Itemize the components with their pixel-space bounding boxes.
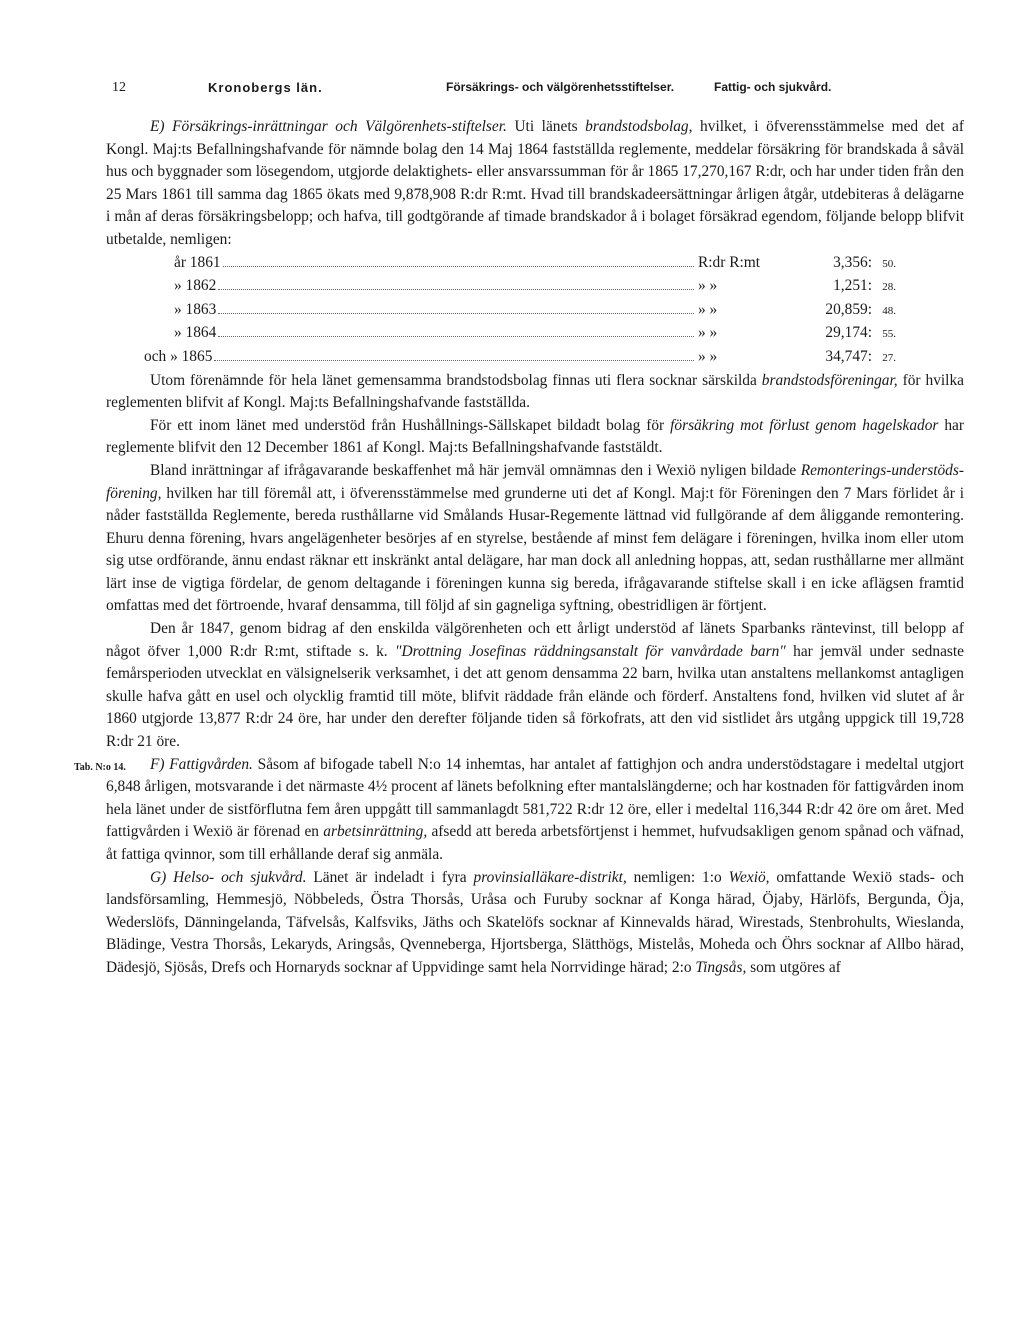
payment-unit: » »	[698, 277, 718, 295]
text-run: Uti länets	[506, 118, 586, 135]
section-f-paragraph	[74, 754, 965, 867]
section-e-paragraph-4	[106, 460, 964, 618]
text-run-italic: arbetsinrättning,	[323, 823, 428, 841]
payment-ore: 50.	[882, 257, 896, 270]
text-run-italic: "Drottning Josefinas räddningsanstalt för vanvårdade barn"	[395, 642, 786, 660]
text-run-italic: provinsialläkare-distrikt,	[473, 868, 627, 886]
section-e-paragraph-1	[106, 116, 964, 252]
payment-ore: 28.	[882, 281, 896, 294]
text-run: hvilken har till föremål att, i öfverensstämmelse med grunderne uti det af Kongl. Maj:t för Föreningen den 7 Mars förlidet år i nåder fastställda Reglemente, bereda rusthållarne vid Smålands Husar-Regemente lättnad vid fullgörande af dem åliggande remontering. Ehuru denna förening, hvars angelägenheter besörjes af en styrelse, bestående af minst fem delägare i föreningen, hvilka inom eller utom sig utse ordförande, ännu endast räknar ett inskränkt antal delägare, har man dock all anledning hoppas, att, sedan rusthållarne mer allmänt lärt inse de vigtiga fördelar, de genom deltagande i föreningen kunna sig bereda, ifrågavarande stiftelse skall i en icke aflägsen framtid omfattas med det förtroende, hvaraf densamma, till följd af sin gagneliga syftning, obestridligen är förtjent.	[106, 484, 964, 615]
payment-row	[144, 346, 896, 370]
text-run-italic: försäkring mot förlust genom hagelskador	[670, 416, 939, 434]
payment-value: 20,859:	[825, 300, 872, 318]
section-e-paragraph-2	[106, 370, 964, 415]
text-run: Bland inrättningar af ifrågavarande beskaffenhet må här jemväl omnämnas den i Wexiö nyligen bildade	[150, 461, 801, 479]
payment-year: » 1864	[174, 324, 217, 342]
section-f-heading: F) Fattigvården.	[150, 755, 253, 773]
section-e-paragraph-5	[106, 618, 964, 754]
text-run: nemligen: 1:o	[626, 868, 729, 886]
payment-row	[174, 252, 896, 276]
body-text	[74, 116, 965, 980]
table-reference-note: Tab. N:o 14.	[74, 761, 126, 773]
text-run-italic: Wexiö,	[728, 868, 770, 886]
section-g-paragraph	[106, 867, 964, 980]
county-title: Kronobergs län.	[208, 80, 323, 95]
payment-ore: 27.	[882, 351, 896, 364]
payments-list	[144, 252, 896, 370]
text-run-italic: brandstodsbolag,	[585, 118, 693, 135]
document-page	[74, 78, 965, 980]
page-number: 12	[112, 80, 126, 95]
payment-value: 34,747:	[825, 347, 872, 365]
text-run: för hvilka reglementen blifvit af Kongl. Maj:ts Befallningshafvande fastställda.	[106, 371, 964, 412]
payment-row	[174, 299, 896, 323]
payment-ore: 48.	[882, 304, 896, 317]
text-run: som utgöres af	[746, 958, 841, 976]
text-run: För ett inom länet med understöd från Hushållnings-Sällskapet bildadt bolag för	[150, 416, 671, 434]
payment-unit: » »	[698, 324, 718, 342]
section-e-paragraph-3	[106, 415, 964, 460]
payment-value: 3,356:	[833, 253, 872, 271]
text-run: afsedd att bereda arbetsförtjenst i hemmet, hufvudsakligen genom spånad och väfnad, åt fattiga qvinnor, som till erhållande deraf sig anmäla.	[106, 823, 964, 863]
payment-row	[174, 322, 896, 346]
text-run: Utom förenämnde för hela länet gemensamma brandstodsbolag finnas uti flera socknar särskilda	[150, 371, 762, 389]
payment-value: 1,251:	[833, 277, 872, 295]
running-header	[106, 78, 964, 102]
payment-unit: » »	[698, 300, 718, 318]
text-run-italic: Tingsås,	[695, 958, 747, 976]
dot-leader	[223, 266, 694, 267]
dot-leader	[218, 336, 694, 337]
dot-leader	[214, 360, 694, 361]
text-run: Länet är indeladt i fyra	[306, 868, 474, 886]
payment-year: » 1863	[174, 300, 217, 318]
text-run: Såsom af bifogade tabell N:o 14 inhemtas, har antalet af fattighjon och andra understödstagare i medeltal utgjort 6,848 årligen, motsvarande i det närmaste 4½ procent af länets befolkning efter mantalslängderne; och har kostnaden för fattigvården inom hela länet under de sistförflutna fem åren uppgått till sammanlagdt 581,722 R:dr 12 öre, eller i medeltal 116,344 R:dr 42 öre om året. Med fattigvården i Wexiö är förenad en	[106, 755, 965, 841]
dot-leader	[218, 289, 694, 290]
section-g-heading: G) Helso- och sjukvård.	[150, 868, 307, 886]
dot-leader	[218, 313, 694, 314]
payment-year: » 1862	[174, 277, 217, 295]
payment-value: 29,174:	[825, 324, 872, 342]
section-title-b: Fattig- och sjukvård.	[714, 80, 832, 94]
payment-unit: » »	[698, 347, 718, 365]
text-run: har reglemente blifvit den 12 December 1861 af Kongl. Maj:ts Befallningshafvande faststäldt.	[106, 416, 964, 457]
payment-unit: R:dr R:mt	[698, 253, 760, 271]
text-run-italic: brandstodsföreningar,	[761, 371, 898, 389]
text-run: har jemväl under sednaste femårsperioden utvecklat en välsignelserik verksamhet, i det att genom densamma 22 barn, hvilka utan anstaltens mellankomst antagligen skulle hafva gått en usel och olycklig framtid till möte, blifvit räddade från elände och förderf. Anstaltens fond, hvilken vid slutet af år 1860 utgjorde 13,877 R:dr 24 öre, har under den derefter följande tiden så förkofrats, att den vid sistlidet års utgång uppgick till 19,728 R:dr 21 öre.	[106, 642, 964, 751]
text-run: Den år 1847, genom bidrag af den enskilda välgörenheten och ett årligt understöd af länets Sparbanks räntevinst, till belopp af något öfver 1,000 R:dr R:mt, stiftade s. k.	[106, 620, 964, 660]
text-run: hvilket, i öfverensstämmelse med det af Kongl. Maj:ts Befallningshafvande för nämnde bolag den 14 Maj 1864 fastställda reglemente, meddelar försäkring för brandskada å såväl hus och byggnader som lösegendom, utgjorde delaktighets- eller ansvarssumman för år 1865 17,270,167 R:dr, och har under tiden från den 25 Mars 1861 till samma dag 1865 ökats med 9,878,908 R:dr R:mt. Hvad till brandskadeersättningar årligen åtgår, utdebiteras å delägarne i mån af deras försäkringsbelopp; och hafva, till godtgörande af timade brandskador å i bolaget försäkrad egendom, följande belopp blifvit utbetalde, nemligen:	[106, 118, 964, 248]
text-run: omfattande Wexiö stads- och landsförsamling, Hemmesjö, Nöbbeleds, Östra Thorsås, Uråsa och Furuby socknar af Konga härad, Öjaby, Härlöfs, Bergunda, Öja, Wederslöfs, Dänningelanda, Täfvelsås, Kalfsviks, Jäths och Skatelöfs socknar af Kinnevalds härad, Wirestads, Stenbrohults, Wieslanda, Blädinge, Vestra Thorsås, Lekaryds, Aringsås, Qvenneberga, Hjortsberga, Slätthögs, Mistelås, Moheda och Öhrs socknar af Allbo härad, Dädesjö, Sjösås, Drefs och Hornaryds socknar af Uppvidinge samt hela Norrvidinge härad; 2:o	[106, 868, 964, 976]
section-title-a: Försäkrings- och välgörenhetsstiftelser.	[446, 80, 675, 94]
payment-row	[174, 275, 896, 299]
text-run-italic: Remonterings-understöds-förening,	[106, 461, 964, 502]
payment-year: och » 1865	[144, 347, 213, 365]
payment-year: år 1861	[174, 253, 221, 271]
payment-ore: 55.	[882, 328, 896, 341]
section-e-heading: E) Försäkrings-inrättningar och Välgörenhets-stiftelser.	[150, 118, 507, 135]
